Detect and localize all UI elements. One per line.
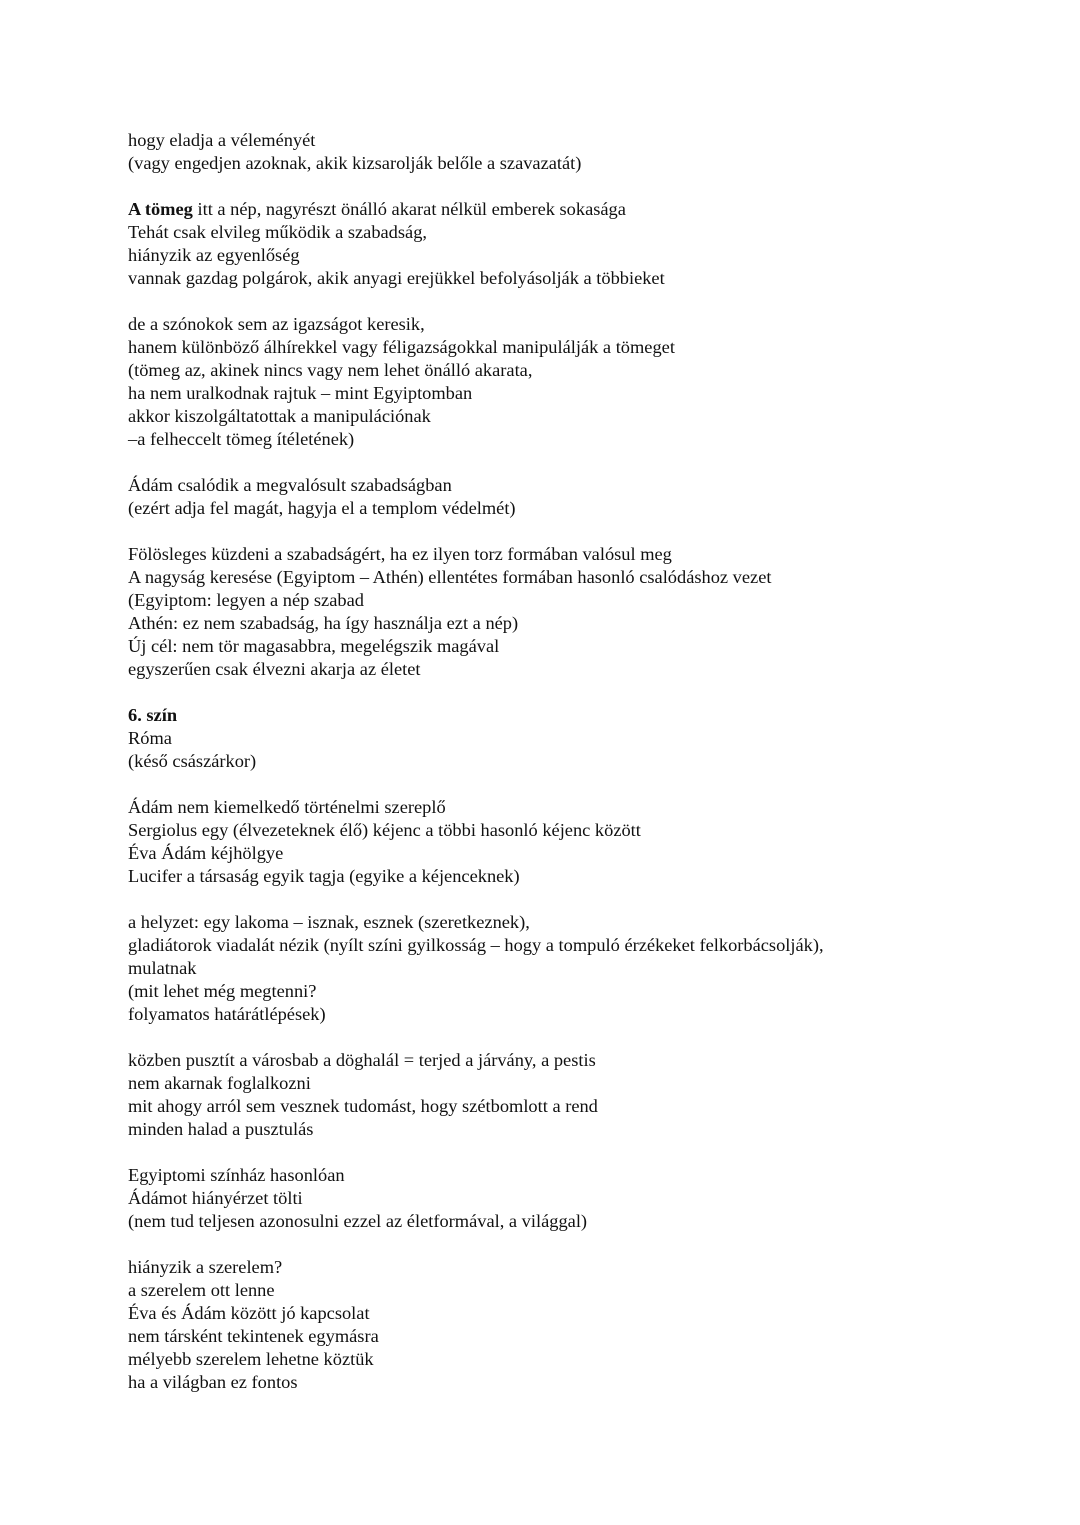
paragraph-1	[128, 129, 1028, 175]
text-line: ha nem uralkodnak rajtuk – mint Egyiptomban	[128, 383, 473, 403]
paragraph-8	[128, 911, 1028, 1026]
text-run: itt a nép, nagyrészt önálló akarat nélkül emberek sokasága	[192, 199, 626, 219]
text-line: (nem tud teljesen azonosulni ezzel az életformával, a világgal)	[128, 1211, 588, 1231]
text-line: vannak gazdag polgárok, akik anyagi erejükkel befolyásolják a többieket	[128, 268, 665, 288]
text-line: közben pusztít a városbab a döghalál = terjed a járvány, a pestis	[128, 1050, 596, 1070]
text-line: Athén: ez nem szabadság, ha így használja ezt a nép)	[128, 613, 519, 633]
text-line: (vagy engedjen azoknak, akik kizsarolják belőle a szavazatát)	[128, 153, 582, 173]
text-line: Sergiolus egy (élvezeteknek élő) kéjenc a többi hasonló kéjenc között	[128, 820, 641, 840]
text-line: (Egyiptom: legyen a nép szabad	[128, 590, 364, 610]
text-line: (késő császárkor)	[128, 751, 257, 771]
section-heading: 6. szín	[128, 705, 178, 725]
text-line: Egyiptomi színház hasonlóan	[128, 1165, 345, 1185]
text-line: Lucifer a társaság egyik tagja (egyike a kéjenceknek)	[128, 866, 520, 886]
paragraph-3	[128, 313, 1028, 451]
text-line: gladiátorok viadalát nézik (nyílt színi gyilkosság – hogy a tompuló érzékeket felkorbácsolják),	[128, 935, 824, 955]
paragraph-7	[128, 796, 1028, 888]
text-line: de a szónokok sem az igazságot keresik,	[128, 314, 425, 334]
text-line: a helyzet: egy lakoma – isznak, esznek (szeretkeznek),	[128, 912, 530, 932]
text-line: ha a világban ez fontos	[128, 1372, 298, 1392]
text-line: a szerelem ott lenne	[128, 1280, 275, 1300]
text-line: hiányzik az egyenlőség	[128, 245, 300, 265]
text-line: nem akarnak foglalkozni	[128, 1073, 311, 1093]
document-page	[128, 129, 1028, 1417]
text-line: Tehát csak elvileg működik a szabadság,	[128, 222, 427, 242]
text-line: (tömeg az, akinek nincs vagy nem lehet önálló akarata,	[128, 360, 533, 380]
text-line: egyszerűen csak élvezni akarja az életet	[128, 659, 421, 679]
paragraph-10	[128, 1164, 1028, 1233]
text-line	[128, 198, 1028, 221]
text-line: A nagyság keresése (Egyiptom – Athén) ellentétes formában hasonló csalódáshoz vezet	[128, 567, 772, 587]
text-line: (mit lehet még megtenni?	[128, 981, 317, 1001]
text-line: Ádám nem kiemelkedő történelmi szereplő	[128, 797, 446, 817]
paragraph-9	[128, 1049, 1028, 1141]
paragraph-6	[128, 704, 1028, 773]
text-line: mit ahogy arról sem vesznek tudomást, hogy szétbomlott a rend	[128, 1096, 598, 1116]
text-line: minden halad a pusztulás	[128, 1119, 314, 1139]
paragraph-4	[128, 474, 1028, 520]
bold-term: A tömeg	[128, 199, 193, 219]
text-line: Éva Ádám kéjhölgye	[128, 843, 284, 863]
text-line: mulatnak	[128, 958, 197, 978]
text-line: mélyebb szerelem lehetne köztük	[128, 1349, 374, 1369]
text-line: hanem különböző álhírekkel vagy féligazságokkal manipulálják a tömeget	[128, 337, 675, 357]
text-line: Éva és Ádám között jó kapcsolat	[128, 1303, 370, 1323]
text-line: Fölösleges küzdeni a szabadságért, ha ez ilyen torz formában valósul meg	[128, 544, 672, 564]
text-line: Ádám csalódik a megvalósult szabadságban	[128, 475, 452, 495]
paragraph-5	[128, 543, 1028, 681]
text-line: Ádámot hiányérzet tölti	[128, 1188, 303, 1208]
text-line: (ezért adja fel magát, hagyja el a templom védelmét)	[128, 498, 516, 518]
text-line: –a felheccelt tömeg ítéletének)	[128, 429, 355, 449]
text-line: nem társként tekintenek egymásra	[128, 1326, 379, 1346]
text-line: Róma	[128, 728, 172, 748]
text-line: Új cél: nem tör magasabbra, megelégszik magával	[128, 636, 500, 656]
text-line: hogy eladja a véleményét	[128, 130, 316, 150]
paragraph-2	[128, 198, 1028, 290]
paragraph-11	[128, 1256, 1028, 1394]
text-line: akkor kiszolgáltatottak a manipulációnak	[128, 406, 431, 426]
text-line: folyamatos határátlépések)	[128, 1004, 326, 1024]
text-line: hiányzik a szerelem?	[128, 1257, 283, 1277]
